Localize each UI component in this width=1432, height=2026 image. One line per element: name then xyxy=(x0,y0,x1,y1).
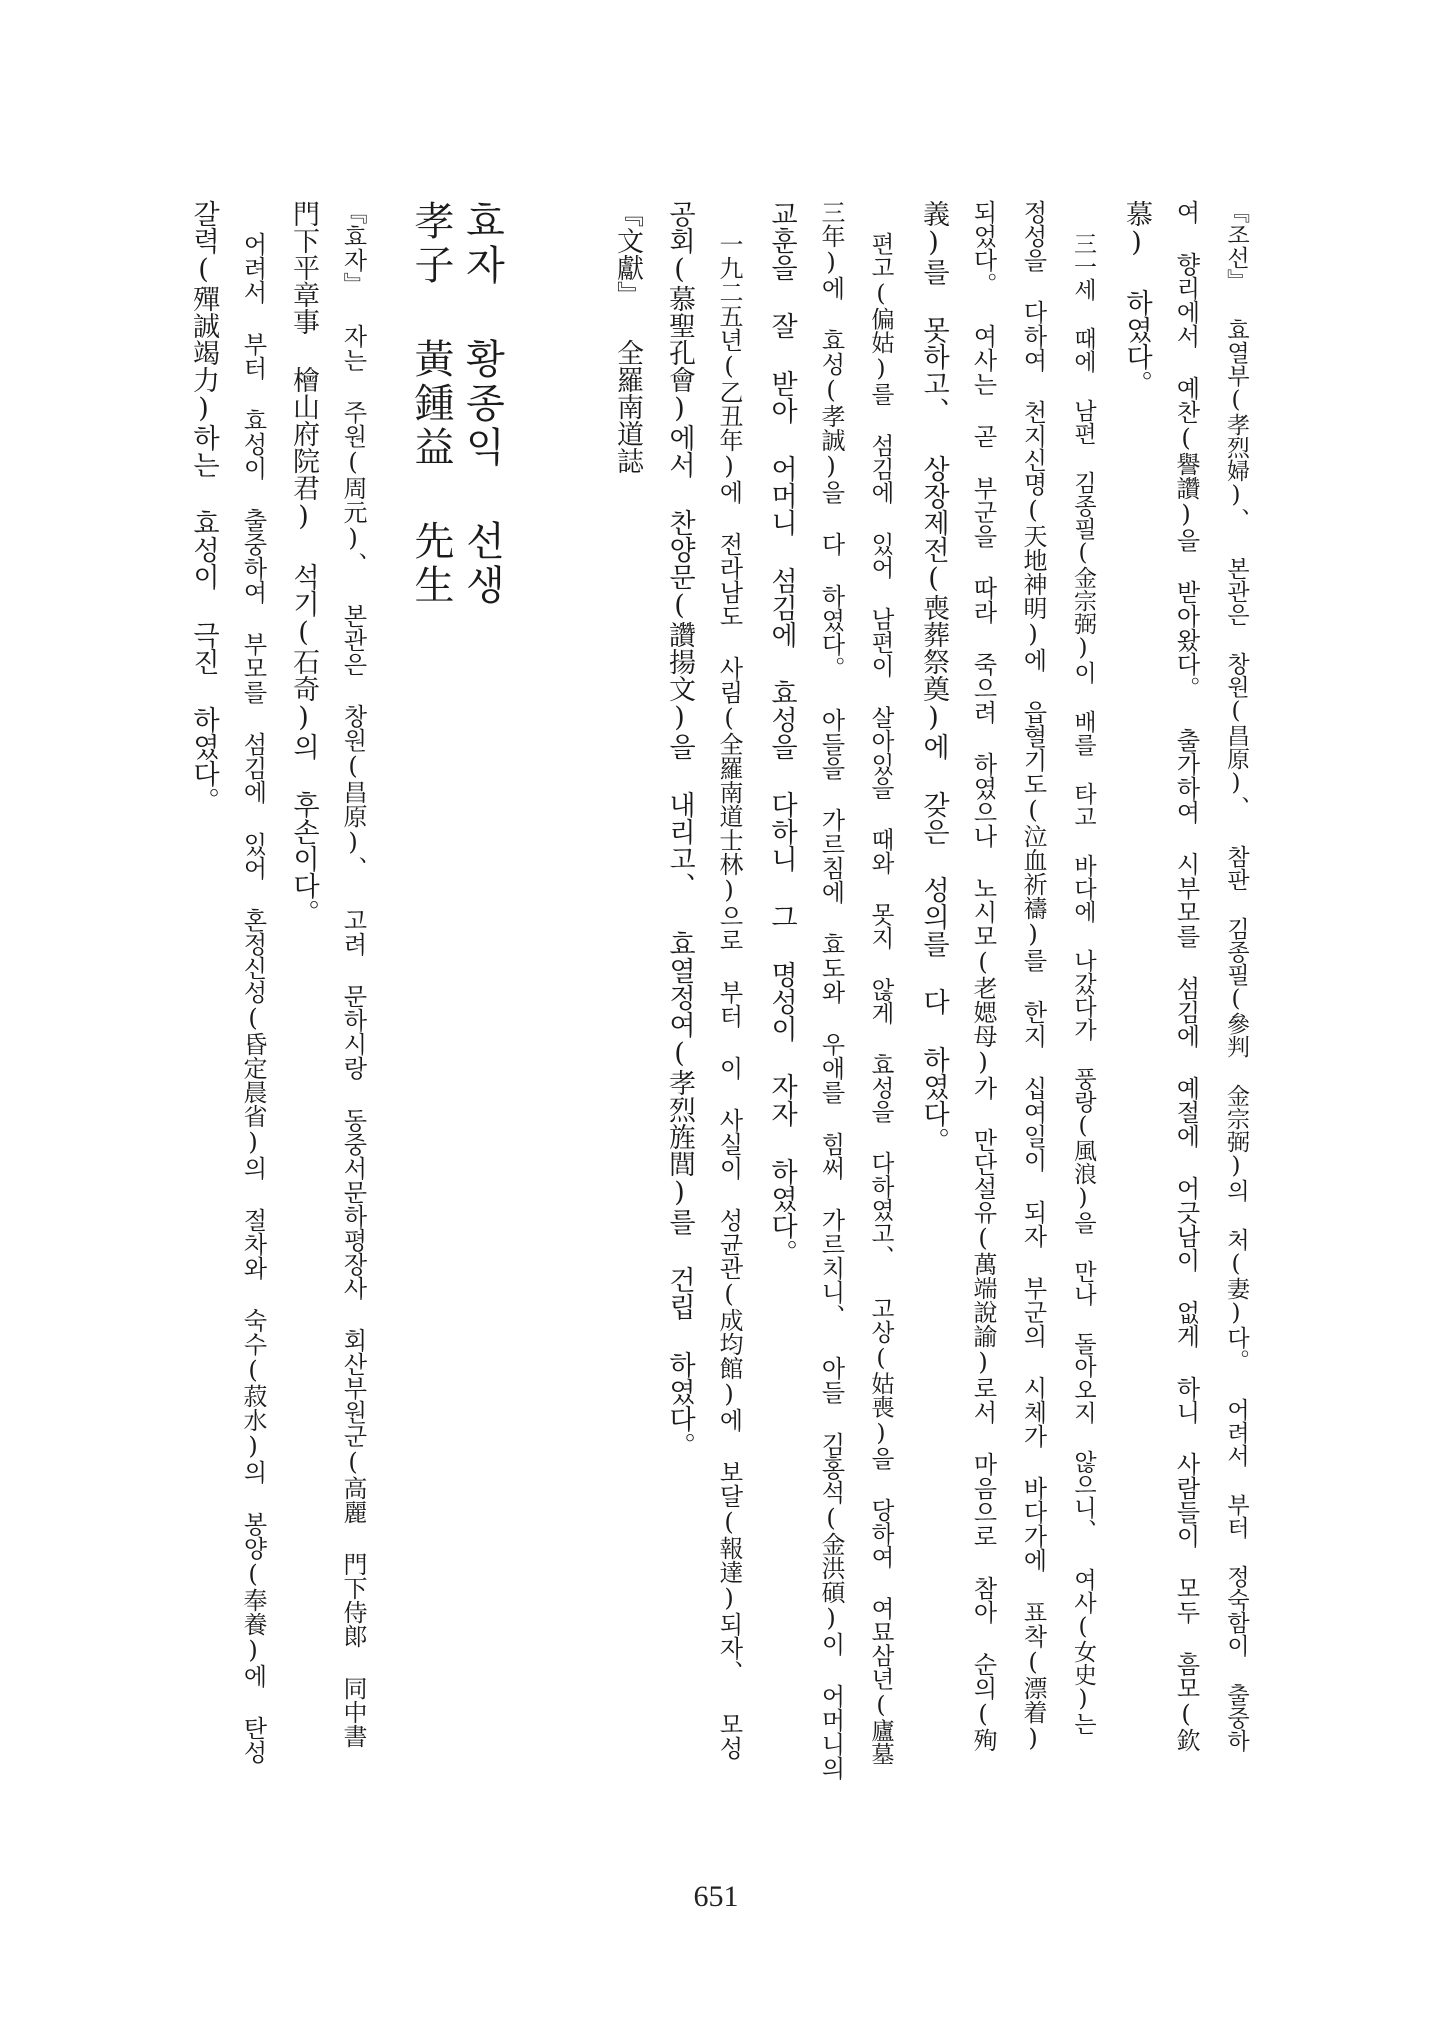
text-column: 門下平章事 檜山府院君) 석기(石奇)의 후손이다。 xyxy=(288,200,319,926)
text-column: 『조선』 효열부(孝烈婦)、 본관은 창원(昌原)、 참판 김종필(參判 金宗弼)의 처(妻)다。 어려서 부터 정숙함이 출중하 xyxy=(1223,200,1249,1752)
text-column: 정성을 다하여 천지신명(天地神明)에 읍혈기도(泣血祈禱)를 한지 십여일이 되자 부군의 시체가 바다가에 표착(漂着) xyxy=(1019,200,1047,1752)
page-number: 651 xyxy=(693,1880,739,1913)
text-column: 一九二五년(乙丑年)에 전라남도 사림(全羅南道士林)으로 부터 이 사실이 성균관(成均館)에 보달(報達)되자、 모성 xyxy=(715,232,743,1760)
text-column: 三一세 때에 남편 김종필(金宗弼)이 배를 타고 바다에 나갔다가 풍랑(風浪)을 만나 돌아오지 않으니、 여사(女史)는 xyxy=(1070,232,1096,1735)
text-column: 여 향리에서 예찬(譽讚)을 받아왔다。 출가하여 시부모를 섬김에 예절에 어긋남이 없게 하니 사람들이 모두 흠모(欽 xyxy=(1172,200,1200,1752)
text-column: 편고(偏姑)를 섬김에 있어 남편이 살아있을 때와 못지 않게 효성을 다하였고、 고상(姑喪)을 당하여 여묘삼년(廬墓 xyxy=(867,232,895,1766)
text-column: 慕) 하였다。 xyxy=(1121,200,1152,397)
text-column: 어려서 부터 효성이 출중하여 부모를 섬김에 있어 혼정신성(昏定晨省)의 절차와 숙수(菽水)의 봉양(奉養)에 탄성 xyxy=(239,232,267,1764)
text-column: 교훈을 잘 받아 어머니 섬김에 효성을 다하니 그 명성이 자자 하였다。 xyxy=(766,200,797,1266)
heading-column: 효자 황종익 선생 xyxy=(459,200,505,608)
text-column: 三年)에 효성(孝誠)을 다 하였다。 아들을 가르침에 효도와 우애를 힘써 가르치니、 아들 김홍석(金洪碩)이 어머니의 xyxy=(817,200,845,1780)
heading-column: 孝子 黃鍾益 先生 xyxy=(408,200,454,608)
text-column: 義)를 못하고、 상장제전(喪葬祭奠)에 갖은 성의를 다 하였다。 xyxy=(918,200,949,1154)
text-column: 되었다。 여사는 곧 부군을 따라 죽으려 하였으나 노시모(老媤母)가 만단설유(萬端說諭)로서 마음으로 참아 순의(殉 xyxy=(969,200,997,1752)
text-column: 갈력(殫誠竭力)하는 효성이 극진 하였다。 xyxy=(188,200,219,814)
text-column: 『효자』 자는 주원(周元)、 본관은 창원(昌原)、 고려 문하시랑 동중서문하평장사 회산부원군(高麗 門下侍郞 同中書 xyxy=(339,200,367,1748)
source-citation: 『文獻』 全羅南道誌 xyxy=(612,200,643,474)
text-column: 공회(慕聖孔會)에서 찬양문(讚揚文)을 내리고、 효열정여(孝烈旌閭)를 건립 하였다。 xyxy=(664,200,695,1459)
